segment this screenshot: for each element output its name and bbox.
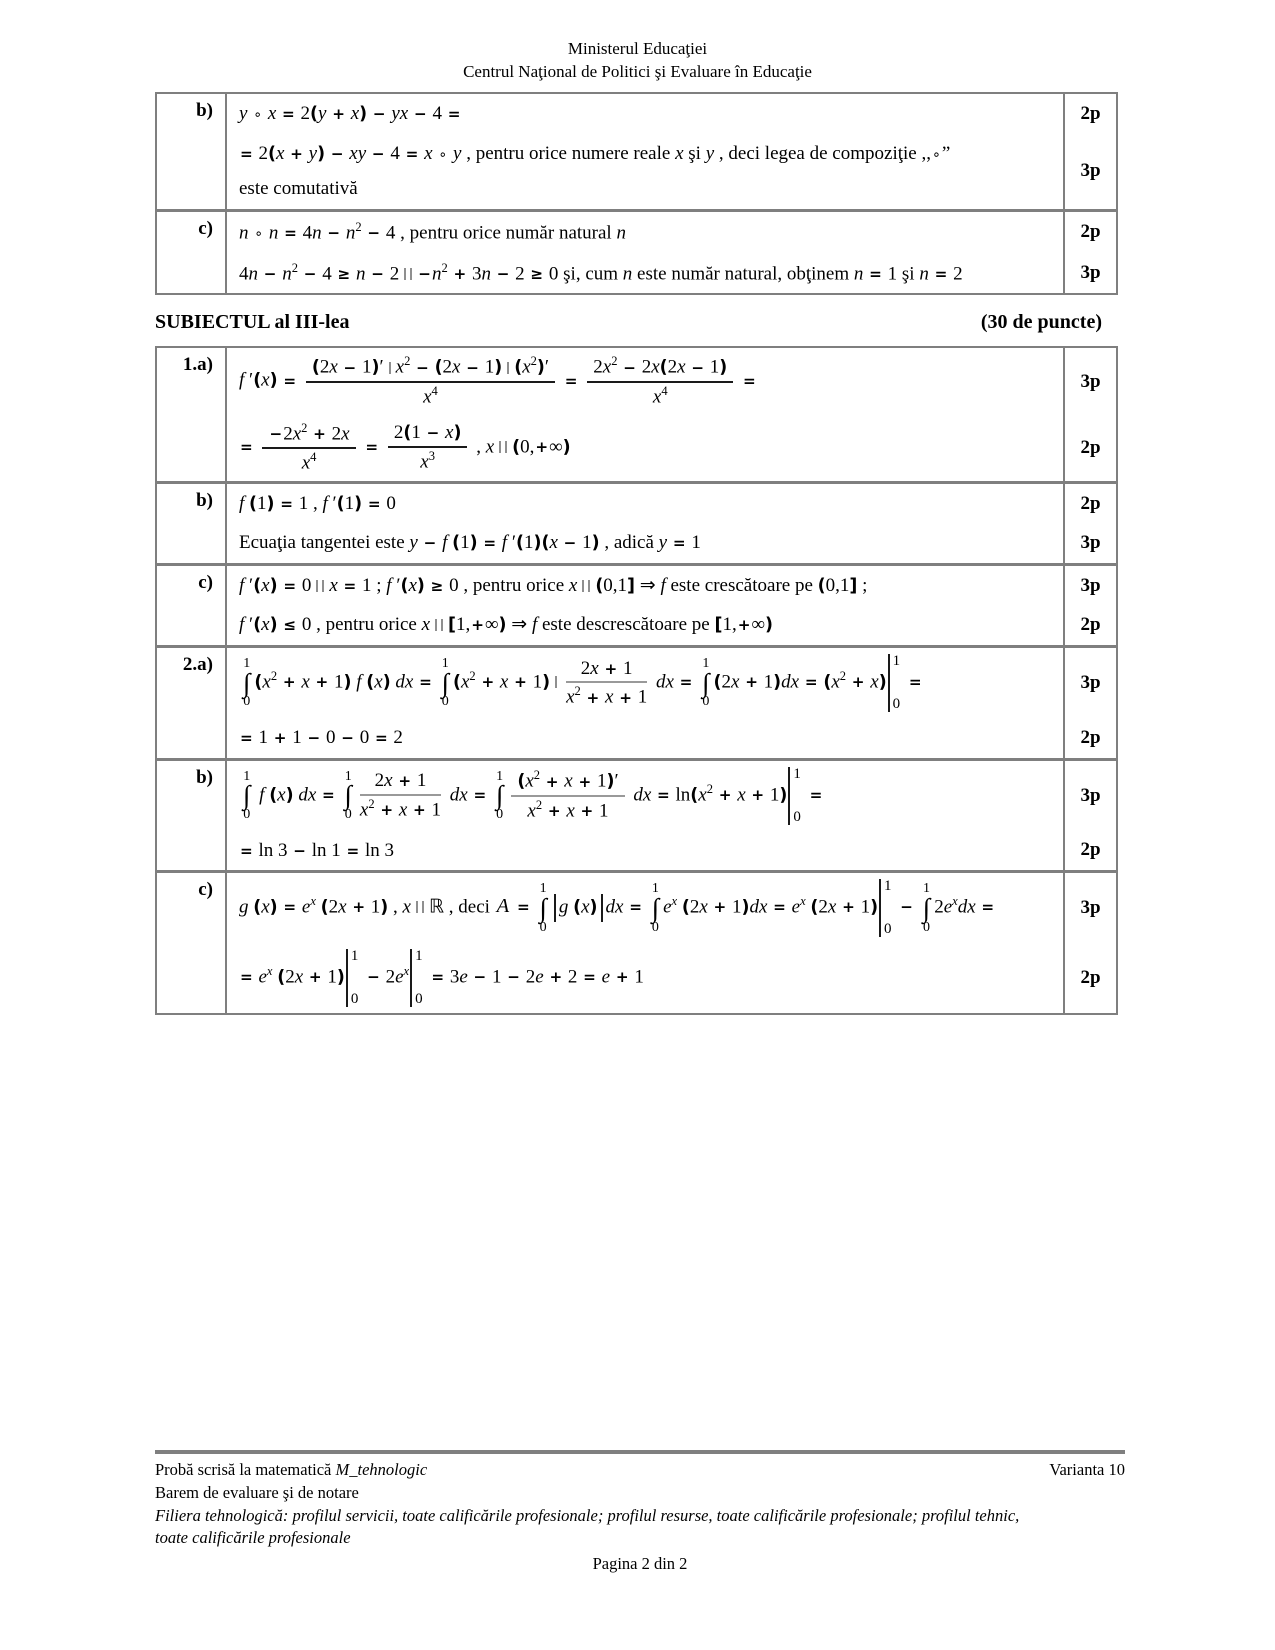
row-body	[227, 348, 1116, 480]
table-row	[157, 348, 1116, 480]
section-heading-row	[155, 311, 1118, 334]
score-group	[227, 566, 1116, 606]
solution-lines	[227, 605, 1063, 645]
row-label: b)	[157, 484, 227, 563]
score-group	[227, 348, 1116, 414]
points-badge: 3p	[1063, 566, 1116, 606]
score-group	[227, 831, 1116, 871]
formula-line: Ecuaţia tangentei este y − f (1) = f ′(1)(x − 1) , adică y = 1	[239, 532, 701, 554]
footer-page-number: Pagina 2 din 2	[592, 1554, 688, 1574]
score-group	[227, 718, 1116, 758]
formula-line: 1 ∫ 0 $(x^2 + x + 1)$ f (x) dx = 1 ∫ 0 $(x^2 + x + 1)$ $\frac{2x + 1}{x^2 + x + 1}$ dx = 1 ∫ 0 $(2x + 1)dx = (x^2 + x)$ 1 0 =	[243, 652, 922, 712]
row-label: c)	[157, 212, 227, 294]
section-title: SUBIECTUL al III-lea	[155, 311, 350, 334]
solution-lines	[227, 566, 1063, 606]
footer-filiera-line2: toate calificările profesionale	[155, 1528, 351, 1548]
formula-line: = ln 3 − ln 1 = ln 3	[240, 839, 395, 861]
table-row	[157, 645, 1116, 758]
formula-line: g $(x) = e^x$ (2x + 1) , x ℝ , deci A = 1 ∫ 0 g (x) dx = 1 ∫ 0 $e^x$ $(2x + 1)dx = e^x$ (2x + 1) 1 0 − 1 ∫ 0 $2e^xdx$ =	[239, 878, 995, 938]
score-group	[227, 484, 1116, 524]
score-group	[227, 943, 1116, 1013]
points-badge: 3p	[1063, 134, 1116, 209]
score-group	[227, 415, 1116, 481]
score-group	[227, 253, 1116, 294]
points-badge: 2p	[1063, 415, 1116, 481]
row-body	[227, 761, 1116, 871]
solution-lines	[227, 718, 1063, 758]
solution-lines	[227, 943, 1063, 1013]
formula-line: = 1 + 1 − 0 − 0 = 2	[240, 726, 403, 748]
solution-lines	[227, 415, 1063, 481]
footer-filiera-line1: Filiera tehnologică: profilul servicii, toate calificările profesionale; profilul resurse, toate calificările profesionale; profilul tehnic,	[155, 1505, 1020, 1525]
points-badge: 3p	[1063, 253, 1116, 294]
solution-lines	[227, 253, 1063, 294]
solution-lines	[227, 212, 1063, 253]
score-group	[227, 134, 1116, 209]
document-content	[155, 92, 1118, 1015]
points-badge: 2p	[1063, 605, 1116, 645]
table-row	[157, 758, 1116, 871]
footer-barem-line: Barem de evaluare şi de notare	[155, 1482, 359, 1502]
row-body	[227, 566, 1116, 645]
formula-line: n ∘ $n = 4n - n^2 - 4$ , pentru orice număr natural n	[239, 219, 626, 243]
points-badge: 2p	[1063, 484, 1116, 524]
points-badge: 3p	[1063, 648, 1116, 718]
score-group	[227, 94, 1116, 134]
formula-line: $4n - n^2 - 4 \ge n - 2 -n^2 + 3n - 2 \ge 0$ şi, cum n este număr natural, obţinem n = 1 şi n = 2	[239, 260, 963, 284]
score-group	[227, 605, 1116, 645]
formula-line: f ′(x) = 0 x = 1 ; f ′(x) ≥ 0 , pentru orice x (0,1] ⇒ f este crescătoare pe (0,1] ;	[239, 574, 868, 596]
solution-lines	[227, 648, 1063, 718]
row-label: 2.a)	[157, 648, 227, 758]
row-body	[227, 484, 1116, 563]
row-body	[227, 873, 1116, 1013]
answer-table-subject2	[155, 92, 1118, 295]
score-group	[227, 873, 1116, 943]
table-row	[157, 870, 1116, 1013]
score-group	[227, 761, 1116, 831]
footer-separator	[155, 1450, 1125, 1454]
solution-lines	[227, 348, 1063, 414]
solution-lines	[227, 94, 1063, 134]
solution-lines	[227, 873, 1063, 943]
solution-lines	[227, 484, 1063, 524]
table-row	[157, 94, 1116, 209]
points-badge: 2p	[1063, 94, 1116, 134]
table-row	[157, 209, 1116, 294]
footer-exam-row	[155, 1459, 1125, 1482]
section-points: (30 de puncte)	[980, 311, 1102, 334]
points-badge: 3p	[1063, 761, 1116, 831]
row-body	[227, 94, 1116, 209]
points-badge: 3p	[1063, 873, 1116, 943]
formula-line: = $e^x$ (2x + 1) 1 0 − $2e^x$ 1 0 = 3e − 1 − 2e + 2 = e + 1	[240, 948, 644, 1008]
ministry-line-1: Ministerul Educaţiei	[567, 39, 708, 58]
formula-line: f ′(x) ≤ 0 , pentru orice x [1,+∞) ⇒ f este descrescătoare pe [1,+∞)	[239, 614, 773, 636]
formula-line: = $\frac{-2x^2 + 2x}{x^4}$ = $\frac{2(1 - x)}{x^3}$ , x (0,+∞)	[240, 420, 571, 474]
solution-lines	[227, 523, 1063, 563]
table-row	[157, 481, 1116, 563]
page-footer	[155, 1450, 1125, 1576]
row-label: b)	[157, 94, 227, 209]
table-row	[157, 563, 1116, 645]
score-group	[227, 523, 1116, 563]
row-label: b)	[157, 761, 227, 871]
footer-exam-line: Probă scrisă la matematică M_tehnologic	[155, 1460, 428, 1479]
points-badge: 3p	[1063, 523, 1116, 563]
points-badge: 2p	[1063, 831, 1116, 871]
solution-lines	[227, 134, 1063, 209]
score-group	[227, 648, 1116, 718]
ministry-line-2: Centrul Naţional de Politici şi Evaluare în Educaţie	[463, 61, 812, 81]
points-badge: 2p	[1063, 718, 1116, 758]
row-label: c)	[157, 873, 227, 1013]
row-label: 1.a)	[157, 348, 227, 480]
solution-lines	[227, 831, 1063, 871]
solution-lines	[227, 761, 1063, 831]
footer-variant: Varianta 10	[1049, 1460, 1125, 1479]
formula-line: = 2(x + y) − xy − 4 = x ∘ y , pentru orice numere reale x şi y , deci legea de compoziţie ,,∘”	[240, 142, 951, 164]
formula-line: 1 ∫ 0 f (x) dx = 1 ∫ 0 $\frac{2x + 1}{x^2 + x + 1}$ dx = 1 ∫ 0 $\frac{(x^2 + x + 1)'}{x^2 + x + 1}$ dx = $\ln(x^2 + x + 1)$ 1 0 =	[243, 765, 823, 825]
points-badge: 3p	[1063, 348, 1116, 414]
footer-exam-title: M_tehnologic	[335, 1460, 428, 1479]
formula-line: este comutativă	[239, 178, 358, 200]
score-group	[227, 212, 1116, 253]
row-label: c)	[157, 566, 227, 645]
answer-table-subject3	[155, 346, 1118, 1015]
formula-line: y ∘ x = 2(y + x) − yx − 4 =	[239, 103, 461, 124]
formula-line: f (1) = 1 , f ′(1) = 0	[239, 492, 396, 514]
row-body	[227, 648, 1116, 758]
points-badge: 2p	[1063, 212, 1116, 253]
points-badge: 2p	[1063, 943, 1116, 1013]
formula-line: f ′(x) = $\frac{(2x - 1)' x^2 - (2x - 1) (x^2)'}{x^4}$ = $\frac{2x^2 - 2x(2x - 1)}{x^4}$ =	[239, 354, 756, 407]
row-body	[227, 212, 1116, 294]
ministry-header	[0, 38, 1275, 84]
